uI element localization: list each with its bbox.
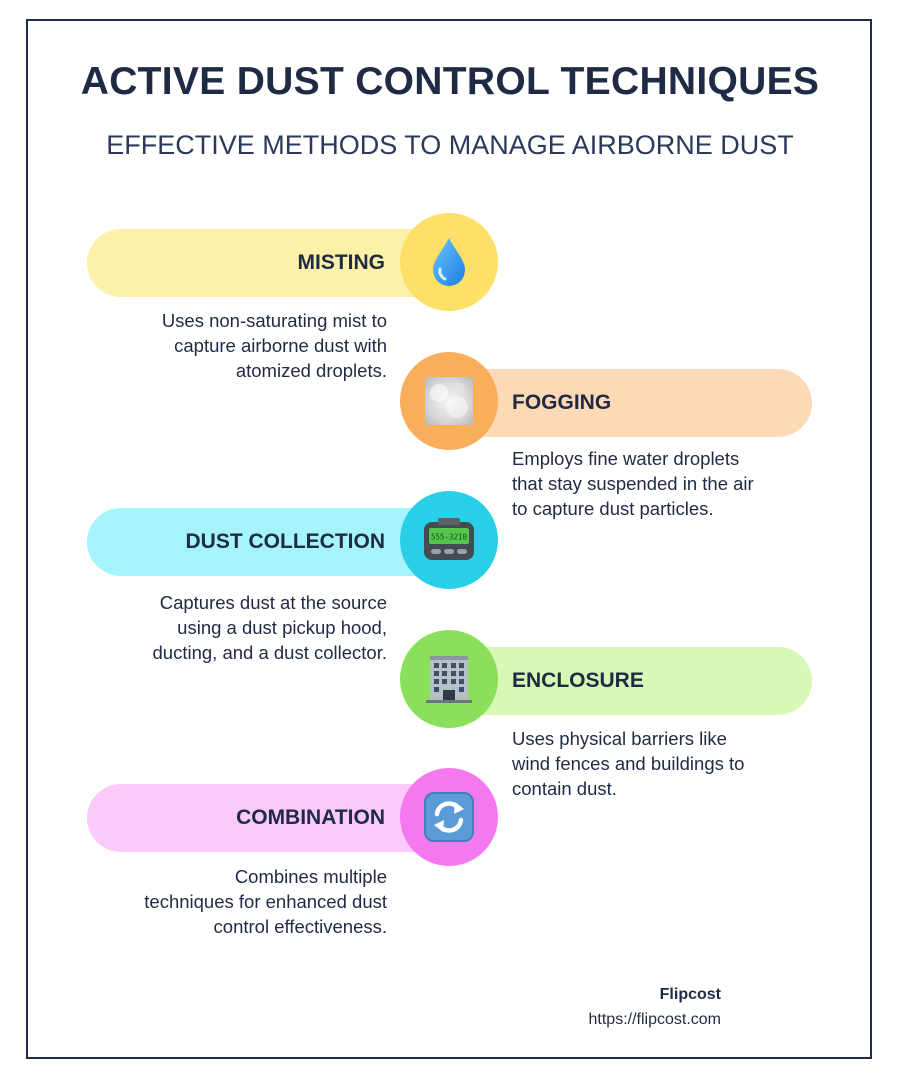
fog-icon [425, 377, 473, 425]
pager-icon [422, 518, 476, 562]
technique-icon-badge [400, 352, 498, 450]
droplet-icon [429, 236, 469, 288]
cycle-arrows-icon [424, 792, 474, 842]
technique-description-combination: Combines multiple techniques for enhanced dust control effectiveness. [144, 866, 387, 937]
technique-description-misting: Uses non-saturating mist to capture airborne dust with atomized droplets. [161, 310, 387, 381]
technique-label: DUST COLLECTION [185, 530, 385, 553]
technique-icon-badge [400, 213, 498, 311]
technique-icon-badge [400, 768, 498, 866]
technique-icon-badge [400, 491, 498, 589]
technique-description-fogging: Employs fine water droplets that stay suspended in the air to capture dust particles. [512, 448, 754, 519]
office-building-icon [426, 654, 472, 704]
pager-screen-text: 555-3210 [430, 532, 468, 542]
page-title: ACTIVE DUST CONTROL TECHNIQUES [80, 60, 820, 103]
technique-description-dust-collection: Captures dust at the source using a dust pickup hood, ducting, and a dust collector. [152, 592, 387, 663]
brand-url[interactable]: https://flipcost.com [588, 1011, 721, 1028]
technique-label: MISTING [297, 251, 385, 274]
technique-icon-badge [400, 630, 498, 728]
page-subtitle: EFFECTIVE METHODS TO MANAGE AIRBORNE DUST [106, 130, 794, 160]
technique-description-enclosure: Uses physical barriers like wind fences and buildings to contain dust. [512, 728, 745, 799]
technique-label: FOGGING [512, 391, 612, 414]
technique-label: COMBINATION [236, 806, 385, 829]
technique-label: ENCLOSURE [512, 669, 644, 692]
brand-name: Flipcost [659, 986, 721, 1003]
